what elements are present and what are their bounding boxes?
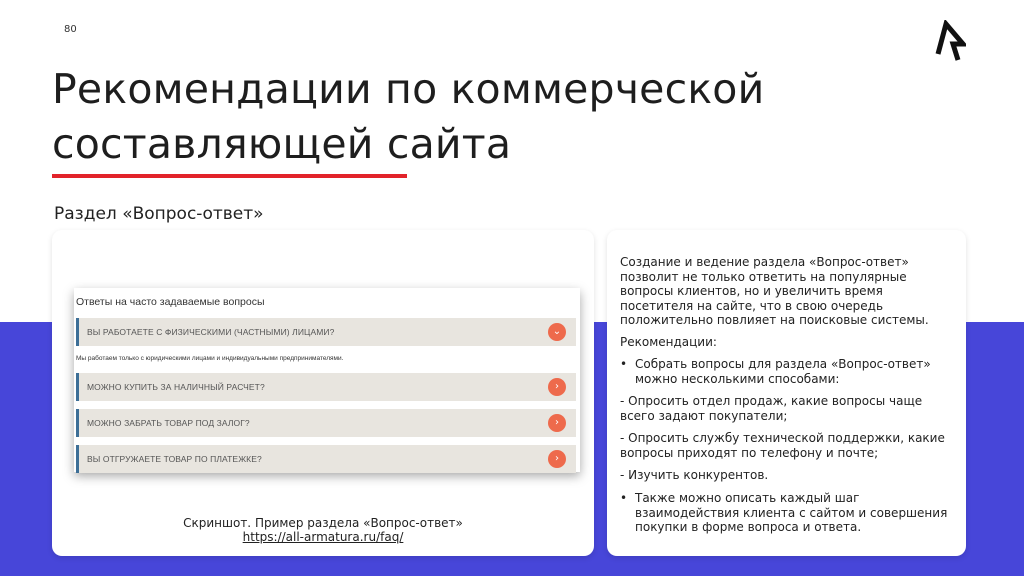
page-title: Рекомендации по коммерческой составляющей сайта <box>52 65 765 168</box>
faq-question: МОЖНО ЗАБРАТЬ ТОВАР ПОД ЗАЛОГ? <box>87 418 250 428</box>
faq-heading: Ответы на часто задаваемые вопросы <box>76 296 265 308</box>
chevron-right-icon[interactable]: › <box>548 414 566 432</box>
recommendations-label: Рекомендации: <box>620 335 717 349</box>
section-subtitle: Раздел «Вопрос-ответ» <box>54 204 264 224</box>
faq-item[interactable] <box>76 373 576 401</box>
page-number: 80 <box>64 24 77 35</box>
faq-question: ВЫ ОТГРУЖАЕТЕ ТОВАР ПО ПЛАТЕЖКЕ? <box>87 454 262 464</box>
method-line: - Опросить отдел продаж, какие вопросы чаще всего задают покупатели; <box>620 394 923 423</box>
faq-item[interactable] <box>76 409 576 437</box>
chevron-right-icon[interactable]: › <box>548 450 566 468</box>
brand-logo-icon <box>934 20 966 68</box>
method-line: - Изучить конкурентов. <box>620 468 769 482</box>
source-link[interactable]: https://all-armatura.ru/faq/ <box>242 530 404 544</box>
bullet-text: Также можно описать каждый шаг взаимодействия клиента с сайтом и совершения покупки в форме вопроса и ответа. <box>635 491 948 534</box>
faq-item[interactable] <box>76 445 576 473</box>
bullet-text: Собрать вопросы для раздела «Вопрос-ответ» можно несколькими способами: <box>635 357 931 386</box>
bullet-icon: • <box>620 491 628 505</box>
faq-item[interactable] <box>76 318 576 346</box>
chevron-right-icon[interactable]: › <box>548 378 566 396</box>
bullet-icon: • <box>620 357 628 371</box>
faq-question: МОЖНО КУПИТЬ ЗА НАЛИЧНЫЙ РАСЧЕТ? <box>87 382 265 392</box>
faq-answer: Мы работаем только с юридическими лицами и индивидуальными предпринимателями. <box>76 355 344 362</box>
intro-paragraph: Создание и ведение раздела «Вопрос-ответ» позволит не только ответить на популярные вопросы клиентов, но и увеличить время посетителя на сайте, что в свою очередь положительно повлияет на поисковые системы. <box>620 255 929 327</box>
recommendations-card <box>607 230 966 556</box>
chevron-down-icon[interactable]: ⌄ <box>548 323 566 341</box>
screenshot-card <box>52 230 594 556</box>
method-line: - Опросить службу технической поддержки, какие вопросы приходят по телефону и почте; <box>620 431 945 460</box>
caption-link-row <box>52 530 594 544</box>
screenshot-caption: Скриншот. Пример раздела «Вопрос-ответ» <box>183 516 463 530</box>
title-underline <box>52 174 407 178</box>
faq-screenshot <box>74 288 580 472</box>
faq-question: ВЫ РАБОТАЕТЕ С ФИЗИЧЕСКИМИ (ЧАСТНЫМИ) ЛИЦАМИ? <box>87 327 335 337</box>
